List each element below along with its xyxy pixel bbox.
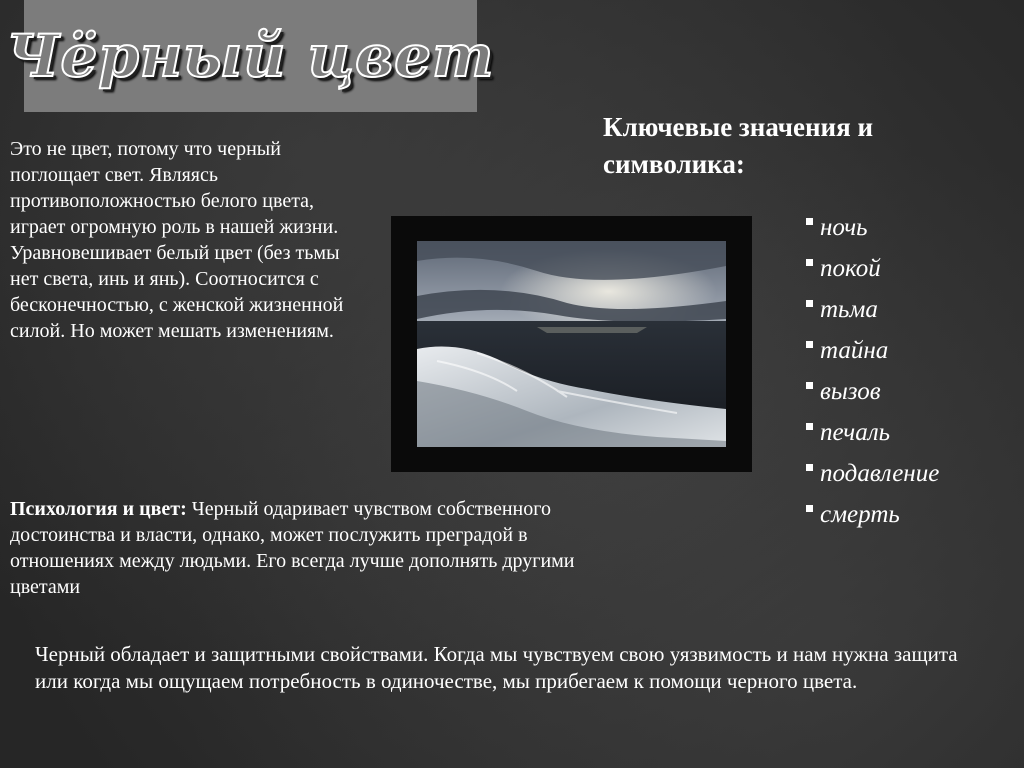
list-item (806, 412, 939, 453)
stormy-sea-photo (417, 241, 726, 447)
square-bullet-icon (806, 505, 813, 512)
intro-paragraph: Это не цвет, потому что черный поглощает свет. Являясь противоположностью белого цвета, играет огромную роль в нашей жизни. Уравновешивает белый цвет (без тьмы нет света, инь и янь). Соотносится с бесконечностью, с женской жизненной силой. Но может мешать изменениям. (10, 138, 344, 342)
list-item (806, 494, 939, 535)
stormy-sea-image (417, 241, 726, 447)
slide-title: Чёрный цвет (6, 22, 495, 90)
key-meanings-list (806, 207, 939, 535)
meaning-challenge: вызов (820, 378, 881, 405)
meaning-darkness: тьма (820, 296, 878, 323)
list-item (806, 371, 939, 412)
psychology-label: Психология и цвет: (10, 498, 187, 520)
list-item (806, 248, 939, 289)
meaning-suppression: подавление (820, 460, 940, 487)
title-box (6, 0, 495, 112)
meaning-night: ночь (820, 214, 868, 241)
square-bullet-icon (806, 259, 813, 266)
list-item (806, 289, 939, 330)
meaning-death: смерть (820, 501, 900, 528)
square-bullet-icon (806, 218, 813, 225)
square-bullet-icon (806, 300, 813, 307)
list-item (806, 207, 939, 248)
key-meanings-heading: Ключевые значения и символика: (603, 112, 873, 179)
protection-paragraph: Черный обладает и защитными свойствами. Когда мы чувствуем свою уязвимость и нам нужна защита или когда мы ощущаем потребность в одиночестве, мы прибегаем к помощи черного цвета. (35, 642, 958, 693)
square-bullet-icon (806, 464, 813, 471)
square-bullet-icon (806, 382, 813, 389)
meaning-peace: покой (820, 255, 881, 282)
square-bullet-icon (806, 423, 813, 430)
list-item (806, 453, 939, 494)
psychology-paragraph (10, 496, 600, 600)
sea-photo-frame (391, 216, 752, 472)
list-item (806, 330, 939, 371)
square-bullet-icon (806, 341, 813, 348)
psychology-text: Черный одаривает чувством собственного достоинства и власти, однако, может послужить преградой в отношениях между людьми. Его всегда лучше дополнять другими цветами (10, 498, 575, 598)
meaning-sadness: печаль (820, 419, 890, 446)
meaning-mystery: тайна (820, 337, 889, 364)
